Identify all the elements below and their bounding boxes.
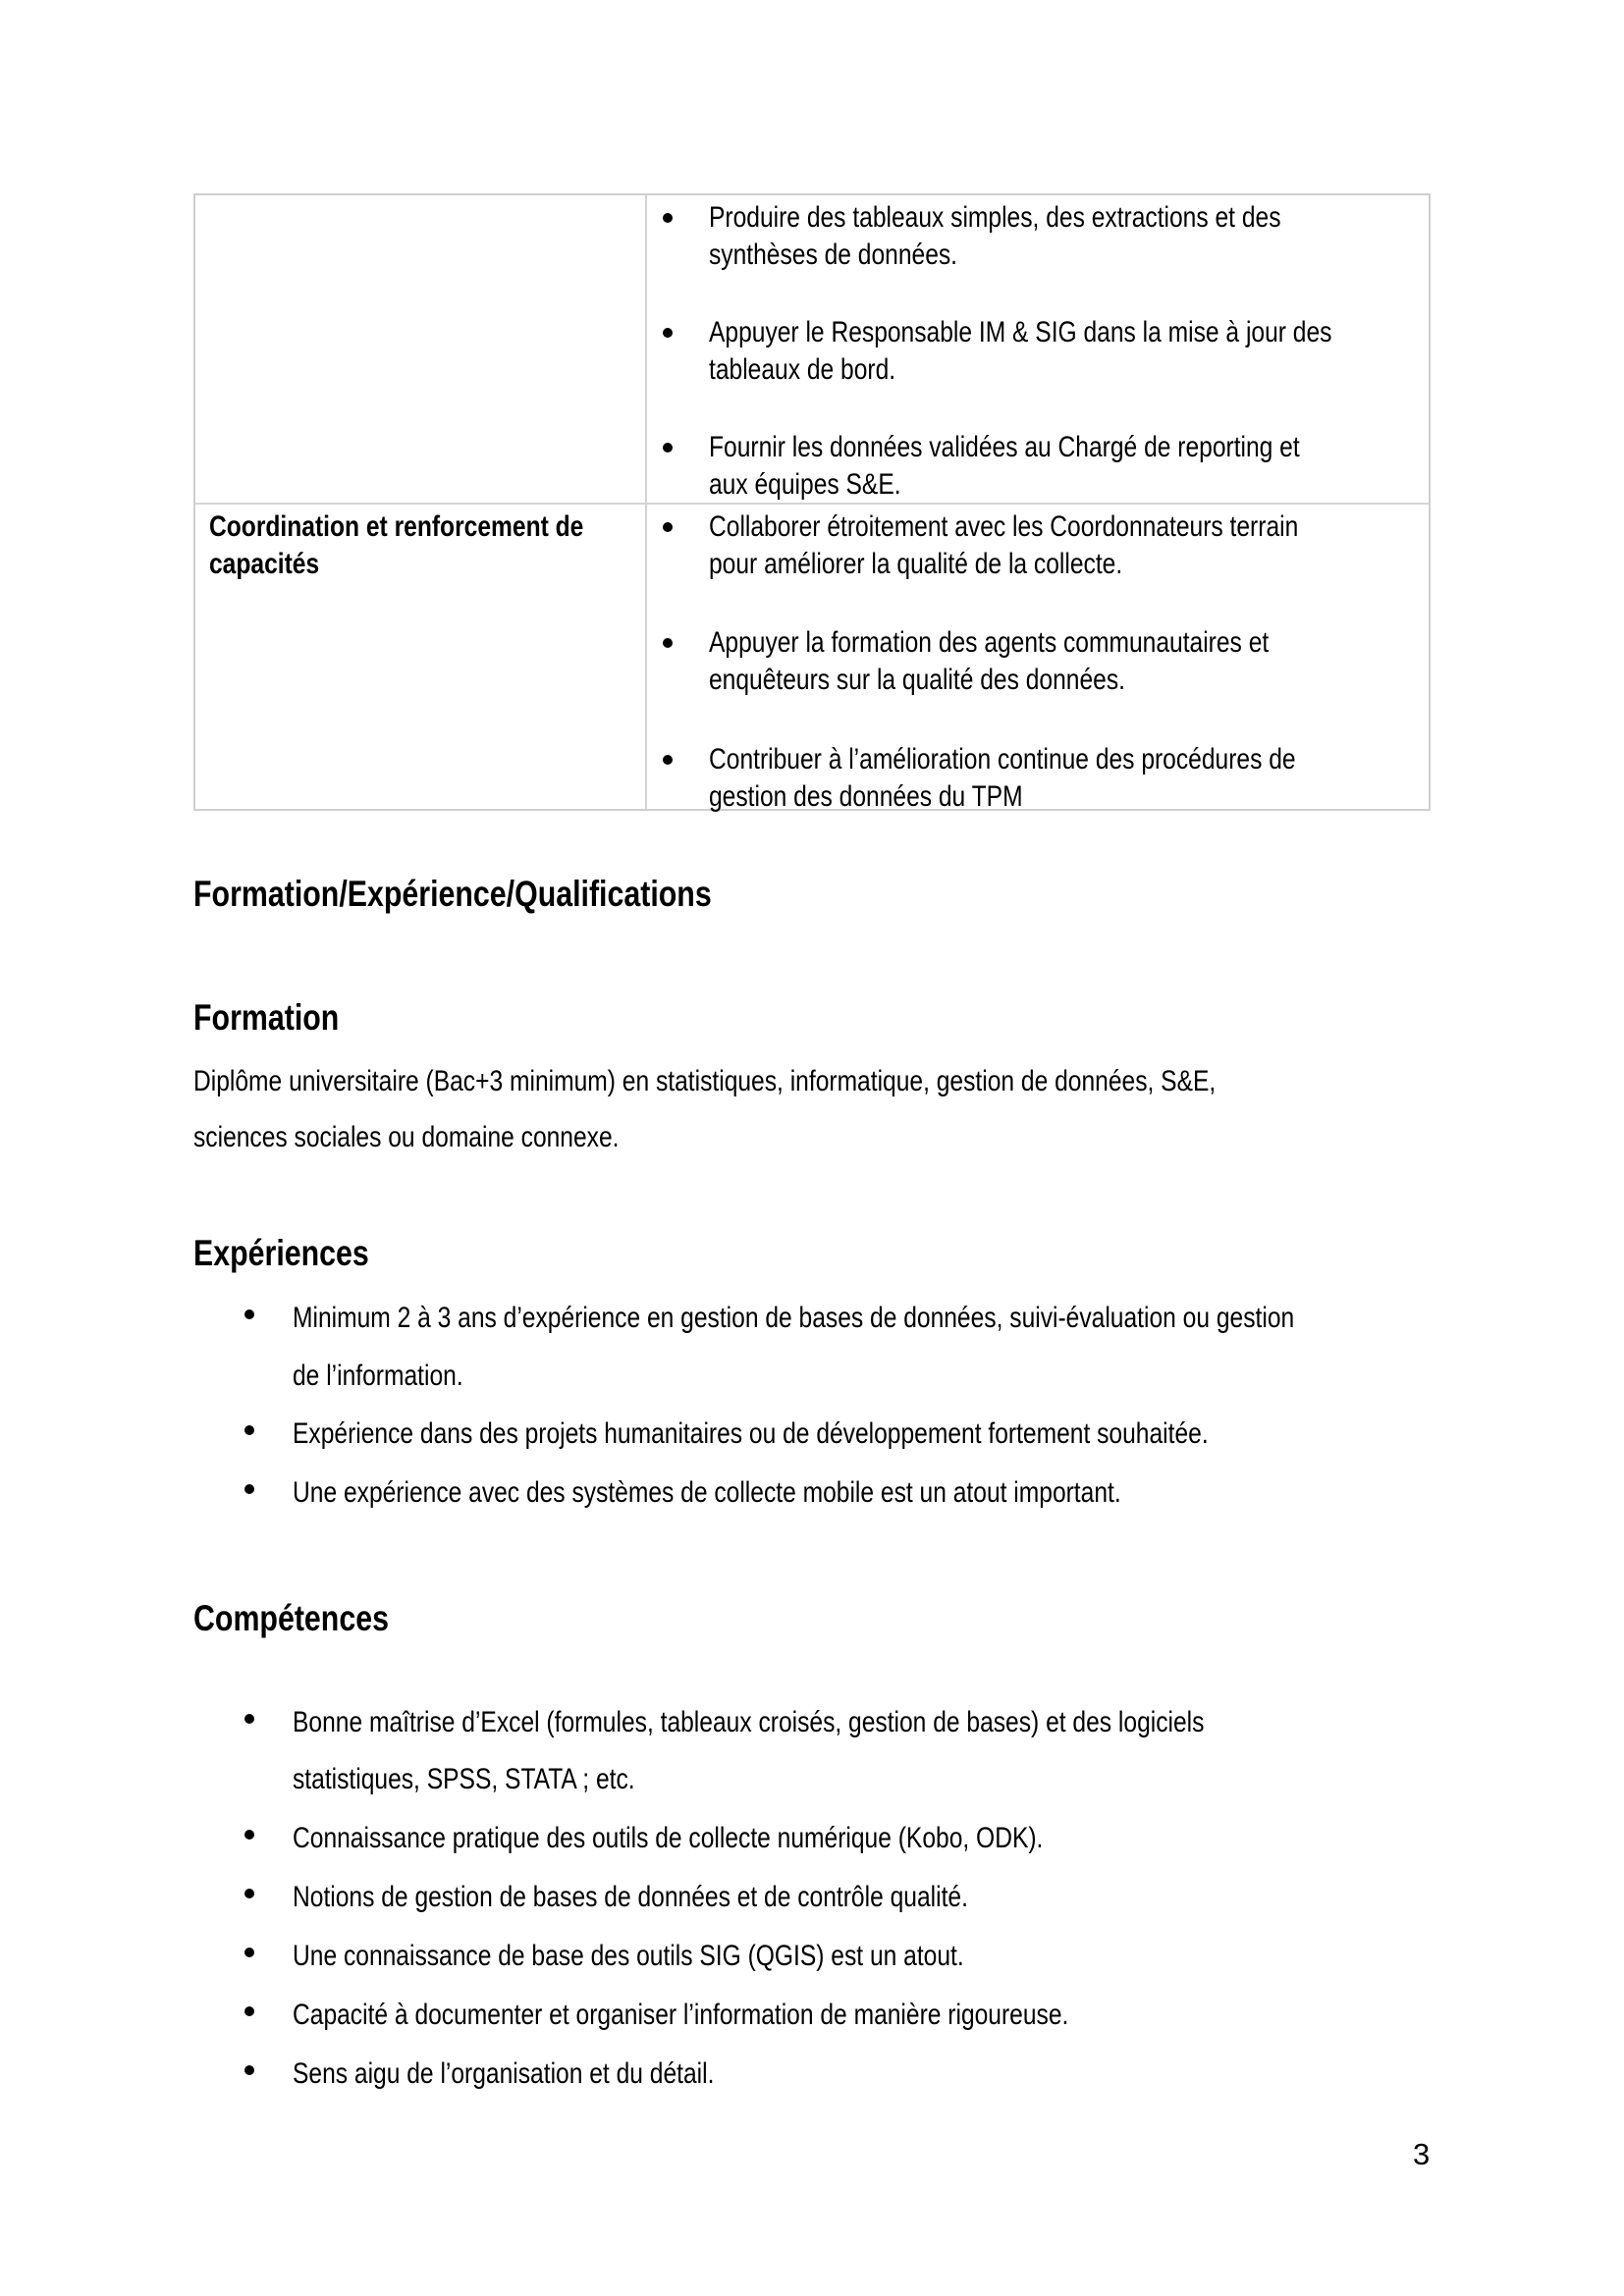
cell-item-text: Appuyer le Responsable IM & SIG dans la mise à jour des bbox=[709, 316, 1332, 348]
list-item: Capacité à documenter et organiser l’information de manière rigoureuse. bbox=[293, 1999, 1069, 2031]
cell-item-text: tableaux de bord. bbox=[709, 353, 896, 386]
competences-heading: Compétences bbox=[193, 1598, 389, 1638]
bullet-icon bbox=[244, 2006, 254, 2016]
list-item: statistiques, SPSS, STATA ; etc. bbox=[293, 1763, 635, 1795]
list-item: Connaissance pratique des outils de collecte numérique (Kobo, ODK). bbox=[293, 1822, 1044, 1854]
cell-item-text: Collaborer étroitement avec les Coordonnateurs terrain bbox=[709, 510, 1299, 543]
page-number: 3 bbox=[1413, 2137, 1431, 2171]
list-item: Notions de gestion de bases de données et de contrôle qualité. bbox=[293, 1881, 968, 1913]
bullet-icon bbox=[663, 328, 673, 338]
cell-item-text: gestion des données du TPM bbox=[709, 780, 1023, 813]
formation-heading: Formation bbox=[193, 997, 340, 1038]
cell-item-text: synthèses de données. bbox=[709, 239, 958, 271]
bullet-icon bbox=[663, 755, 673, 765]
section-title: Formation/Expérience/Qualifications bbox=[193, 874, 712, 914]
cell-item-text: Appuyer la formation des agents communautaires et bbox=[709, 626, 1270, 659]
bullet-icon bbox=[244, 1309, 254, 1319]
cell-item-text: pour améliorer la qualité de la collecte. bbox=[709, 548, 1123, 580]
bullet-icon bbox=[244, 1830, 254, 1840]
formation-text: sciences sociales ou domaine connexe. bbox=[193, 1121, 620, 1153]
cell-item-text: aux équipes S&E. bbox=[709, 468, 901, 501]
list-item: Une connaissance de base des outils SIG (QGIS) est un atout. bbox=[293, 1940, 964, 1972]
bullet-icon bbox=[244, 2065, 254, 2075]
row-heading: capacités bbox=[209, 548, 320, 580]
cell-item-text: enquêteurs sur la qualité des données. bbox=[709, 664, 1125, 696]
bullet-icon bbox=[244, 1425, 254, 1435]
bullet-icon bbox=[244, 1889, 254, 1898]
bullet-icon bbox=[663, 443, 673, 453]
list-item: Minimum 2 à 3 ans d’expérience en gestion de bases de données, suivi-évaluation ou gestion bbox=[293, 1302, 1295, 1334]
experiences-heading: Expériences bbox=[193, 1233, 369, 1273]
row-heading: Coordination et renforcement de bbox=[209, 510, 584, 543]
list-item: Une expérience avec des systèmes de collecte mobile est un atout important. bbox=[293, 1476, 1121, 1509]
formation-text: Diplôme universitaire (Bac+3 minimum) en statistiques, informatique, gestion de données, S&E, bbox=[193, 1065, 1217, 1097]
cell-item-text: Contribuer à l’amélioration continue des procédures de bbox=[709, 743, 1296, 775]
bullet-icon bbox=[663, 522, 673, 532]
table-row-divider bbox=[195, 503, 1429, 505]
list-item: Expérience dans des projets humanitaires ou de développement fortement souhaitée. bbox=[293, 1417, 1209, 1450]
cell-item-text: Produire des tableaux simples, des extractions et des bbox=[709, 201, 1281, 234]
bullet-icon bbox=[663, 213, 673, 223]
list-item: Bonne maîtrise d’Excel (formules, tableaux croisés, gestion de bases) et des logiciels bbox=[293, 1706, 1205, 1738]
list-item: Sens aigu de l’organisation et du détail. bbox=[293, 2057, 715, 2090]
bullet-icon bbox=[244, 1484, 254, 1494]
bullet-icon bbox=[244, 1948, 254, 1957]
cell-item-text: Fournir les données validées au Chargé de reporting et bbox=[709, 431, 1300, 463]
bullet-icon bbox=[244, 1714, 254, 1724]
bullet-icon bbox=[663, 638, 673, 648]
list-item: de l’information. bbox=[293, 1360, 463, 1392]
